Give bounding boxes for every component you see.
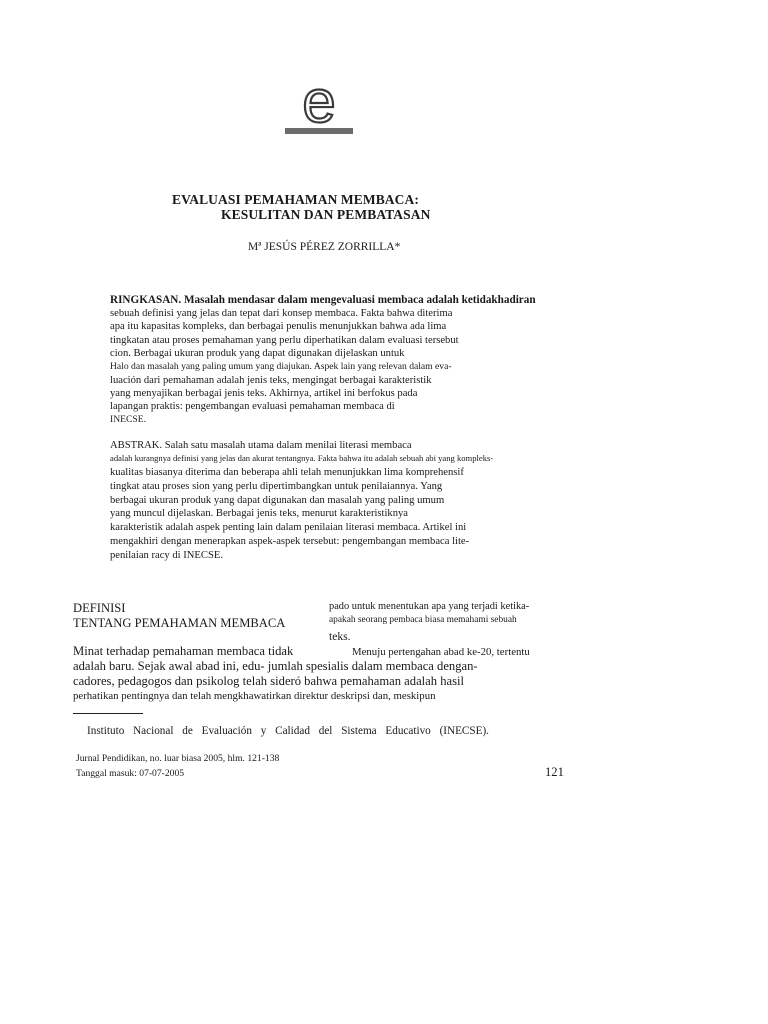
- article-title-line1: EVALUASI PEMAHAMAN MEMBACA:: [172, 192, 419, 207]
- right-column-line: teks.: [329, 630, 351, 643]
- abstrak-line: berbagai ukuran produk yang dapat digunakan dan masalah yang paling umum: [110, 495, 445, 506]
- abstrak-line: mengakhiri dengan menerapkan aspek-aspek tersebut: pengembangan membaca lite-: [110, 536, 470, 547]
- ringkasan-line: yang menyajikan berbagai jenis teks. Akhirnya, artikel ini berfokus pada: [110, 388, 418, 399]
- ringkasan-line: apa itu kapasitas kompleks, dan berbagai penulis menunjukkan bahwa ada lima: [110, 321, 447, 332]
- abstrak-line: kualitas biasanya diterima dan beberapa ahli telah menunjukkan lima komprehensif: [110, 467, 464, 478]
- abstrak-line: karakteristik adalah aspek penting lain dalam penilaian literasi membaca. Artikel ini: [110, 522, 467, 533]
- ringkasan-line: Halo dan masalah yang paling umum yang diajukan. Aspek lain yang relevan dalam eva-: [110, 361, 452, 372]
- ringkasan-line: cion. Berbagai ukuran produk yang dapat digunakan dijelaskan untuk: [110, 348, 405, 359]
- ringkasan-lead: RINGKASAN. Masalah mendasar dalam mengevaluasi membaca adalah ketidakhadiran: [110, 294, 536, 306]
- body-line: perhatikan pentingnya dan telah mengkhawatirkan direktur deskripsi dan, meskipun: [73, 690, 436, 702]
- ringkasan-line: tingkatan atau proses pemahaman yang perlu diperhatikan dalam evaluasi tersebut: [110, 335, 459, 346]
- section-heading-line1: DEFINISI: [73, 601, 126, 615]
- body-line: Minat terhadap pemahaman membaca tidak: [73, 644, 294, 658]
- journal-logo-icon: [282, 80, 356, 138]
- abstrak-line: adalah kurangnya definisi yang jelas dan akurat tentangnya. Fakta bahwa itu adalah sebuah abi yang kompleks-: [110, 453, 494, 463]
- ringkasan-line: sebuah definisi yang jelas dan tepat dari konsep membaca. Fakta bahwa diterima: [110, 308, 453, 319]
- abstrak-line: yang muncul dijelaskan. Berbagai jenis teks, menurut karakteristiknya: [110, 508, 409, 519]
- article-title-line2: KESULITAN DAN PEMBATASAN: [221, 207, 431, 222]
- ringkasan-line: luación dari pemahaman adalah jenis teks, mengingat berbagai karakteristik: [110, 375, 432, 386]
- author-name: Mª JESÚS PÉREZ ZORRILLA*: [248, 241, 401, 253]
- body-line: Menuju pertengahan abad ke-20, tertentu: [352, 646, 530, 658]
- section-heading-line2: TENTANG PEMAHAMAN MEMBACA: [73, 616, 286, 630]
- abstrak-line: tingkat atau proses sion yang perlu dipertimbangkan untuk penilaiannya. Yang: [110, 481, 443, 492]
- right-column-line: pado untuk menentukan apa yang terjadi ketika-: [329, 601, 530, 612]
- abstrak-line: penilaian racy di INECSE.: [110, 550, 223, 561]
- page-number: 121: [545, 765, 564, 779]
- received-date: Tanggal masuk: 07-07-2005: [76, 768, 185, 779]
- logo-letter: e: [302, 80, 336, 135]
- body-line: adalah baru. Sejak awal abad ini, edu- jumlah spesialis dalam membaca dengan-: [73, 659, 478, 673]
- right-column-line: apakah seorang pembaca biasa memahami sebuah: [329, 615, 517, 625]
- footnote-rule: [73, 713, 143, 714]
- journal-citation: Jurnal Pendidikan, no. luar biasa 2005, hlm. 121-138: [76, 753, 280, 764]
- ringkasan-line: INECSE.: [110, 414, 146, 425]
- footnote-affiliation: Instituto Nacional de Evaluación y Calidad del Sistema Educativo (INECSE).: [87, 725, 489, 737]
- abstrak-line: ABSTRAK. Salah satu masalah utama dalam menilai literasi membaca: [110, 440, 412, 451]
- body-line: cadores, pedagogos dan psikolog telah sideró bahwa pemahaman adalah hasil: [73, 674, 464, 688]
- ringkasan-line: lapangan praktis: pengembangan evaluasi pemahaman membaca di: [110, 401, 395, 412]
